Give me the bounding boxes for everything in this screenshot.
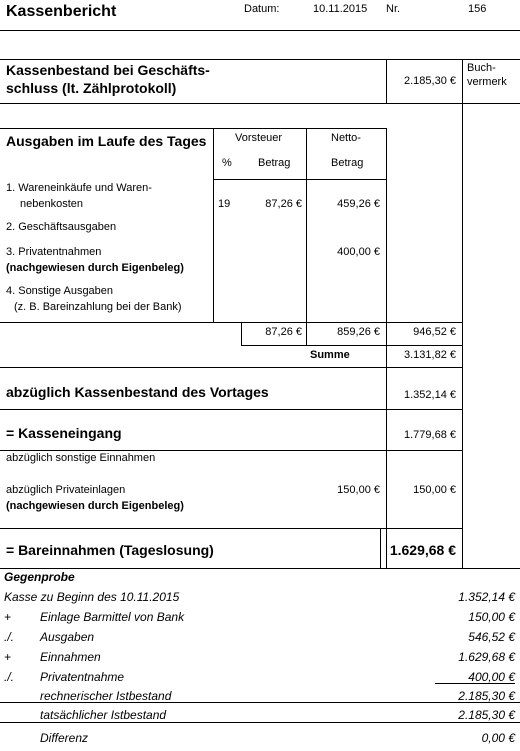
booking-note-label-2: vermerk	[467, 76, 507, 88]
percent-header: %	[222, 157, 232, 169]
sum-value: 3.131,82 €	[404, 349, 456, 361]
cash-revenue-value: 1.629,68 €	[389, 542, 456, 558]
rule	[0, 59, 520, 60]
expense-item-4-line1: 4. Sonstige Ausgaben	[6, 285, 114, 297]
rule	[0, 450, 462, 451]
expenses-total: 946,52 €	[413, 326, 456, 338]
crosscheck-row-4-sign: ./.	[4, 670, 15, 684]
rule	[0, 722, 520, 723]
expense-item-1-line2: nebenkosten	[20, 198, 83, 210]
crosscheck-row-2-value: 546,52 €	[468, 630, 515, 644]
expense-item-4-line2: (z. B. Bareinzahlung bei der Bank)	[14, 301, 182, 313]
other-income-label: abzüglich sonstige Einnahmen	[6, 452, 156, 464]
closing-balance-label-2: schluss (lt. Zählprotokoll)	[6, 80, 177, 96]
expense-item-2: 2. Geschäftsausgaben	[6, 221, 117, 233]
crosscheck-row-4-value: 400,00 €	[468, 670, 515, 684]
cash-revenue-label: = Bareinnahmen (Tageslosung)	[6, 542, 214, 558]
cash-receipts-value: 1.779,68 €	[404, 429, 456, 441]
rule	[213, 128, 214, 322]
expense-item-3: 3. Privatentnahmen	[6, 246, 102, 258]
private-deposits-column-value: 150,00 €	[337, 484, 380, 496]
crosscheck-row-2-label: Ausgaben	[40, 630, 95, 644]
number-label: Nr.	[386, 3, 401, 15]
crosscheck-row-4-label: Privatentnahme	[40, 670, 125, 684]
date-value: 10.11.2015	[313, 3, 368, 15]
crosscheck-row-3-value: 1.629,68 €	[458, 650, 515, 664]
rule	[0, 128, 386, 129]
expenses-title: Ausgaben im Laufe des Tages	[6, 133, 207, 149]
subtotal-underline	[435, 683, 515, 684]
calculated-balance-value: 2.185,30 €	[458, 689, 515, 703]
date-label: Datum:	[244, 3, 280, 15]
opening-cash-label: Kasse zu Beginn des 10.11.2015	[4, 590, 180, 604]
crosscheck-row-2-sign: ./.	[4, 630, 15, 644]
expense-item-1-net: 459,26 €	[337, 198, 380, 210]
expense-item-1-line1: 1. Wareneinkäufe und Waren-	[6, 182, 152, 194]
rule	[213, 179, 386, 180]
rule	[241, 345, 462, 346]
number-value: 156	[468, 3, 487, 15]
expense-item-1-percent: 19	[218, 198, 231, 210]
private-deposits-note: (nachgewiesen durch Eigenbeleg)	[6, 500, 184, 512]
crosscheck-row-3-sign: +	[4, 650, 12, 664]
rule	[0, 30, 520, 31]
cash-receipts-label: = Kasseneingang	[6, 425, 122, 441]
crosscheck-row-1-sign: +	[4, 610, 12, 624]
rule	[0, 528, 462, 529]
private-deposits-label: abzüglich Privateinlagen	[6, 484, 126, 496]
net-sum: 859,26 €	[337, 326, 380, 338]
opening-cash-value: 1.352,14 €	[458, 590, 515, 604]
rule	[306, 128, 307, 345]
previous-day-label: abzüglich Kassenbestand des Vortages	[6, 384, 269, 400]
expense-item-1-vat: 87,26 €	[265, 198, 302, 210]
previous-day-value: 1.352,14 €	[404, 389, 456, 401]
sum-label: Summe	[310, 349, 350, 361]
rule	[462, 59, 463, 568]
closing-balance-label-1: Kassenbestand bei Geschäfts-	[6, 62, 210, 78]
calculated-balance-label: rechnerischer Istbestand	[40, 689, 172, 703]
vat-sum: 87,26 €	[265, 326, 302, 338]
booking-note-label-1: Buch-	[467, 62, 496, 74]
rule	[0, 367, 462, 368]
rule	[0, 103, 520, 104]
difference-label: Differenz	[40, 731, 89, 745]
difference-value: 0,00 €	[481, 731, 515, 745]
crosscheck-title: Gegenprobe	[4, 570, 75, 584]
private-deposits-value: 150,00 €	[413, 484, 456, 496]
rule	[0, 322, 462, 323]
rule	[0, 409, 462, 410]
crosscheck-row-1-value: 150,00 €	[468, 610, 515, 624]
closing-balance-value: 2.185,30 €	[404, 75, 456, 87]
expense-item-3-note: (nachgewiesen durch Eigenbeleg)	[6, 262, 184, 274]
expense-item-3-net: 400,00 €	[337, 246, 380, 258]
crosscheck-row-3-label: Einnahmen	[40, 650, 101, 664]
actual-balance-value: 2.185,30 €	[458, 708, 515, 722]
net-header: Netto-	[331, 132, 361, 144]
rule	[380, 528, 381, 568]
rule	[0, 568, 520, 569]
crosscheck-row-1-label: Einlage Barmittel von Bank	[40, 610, 185, 624]
report-title: Kassenbericht	[6, 3, 117, 20]
vat-amount-header: Betrag	[258, 157, 291, 169]
actual-balance-label: tatsächlicher Istbestand	[40, 708, 167, 722]
vat-header: Vorsteuer	[235, 132, 283, 144]
net-amount-header: Betrag	[331, 157, 364, 169]
